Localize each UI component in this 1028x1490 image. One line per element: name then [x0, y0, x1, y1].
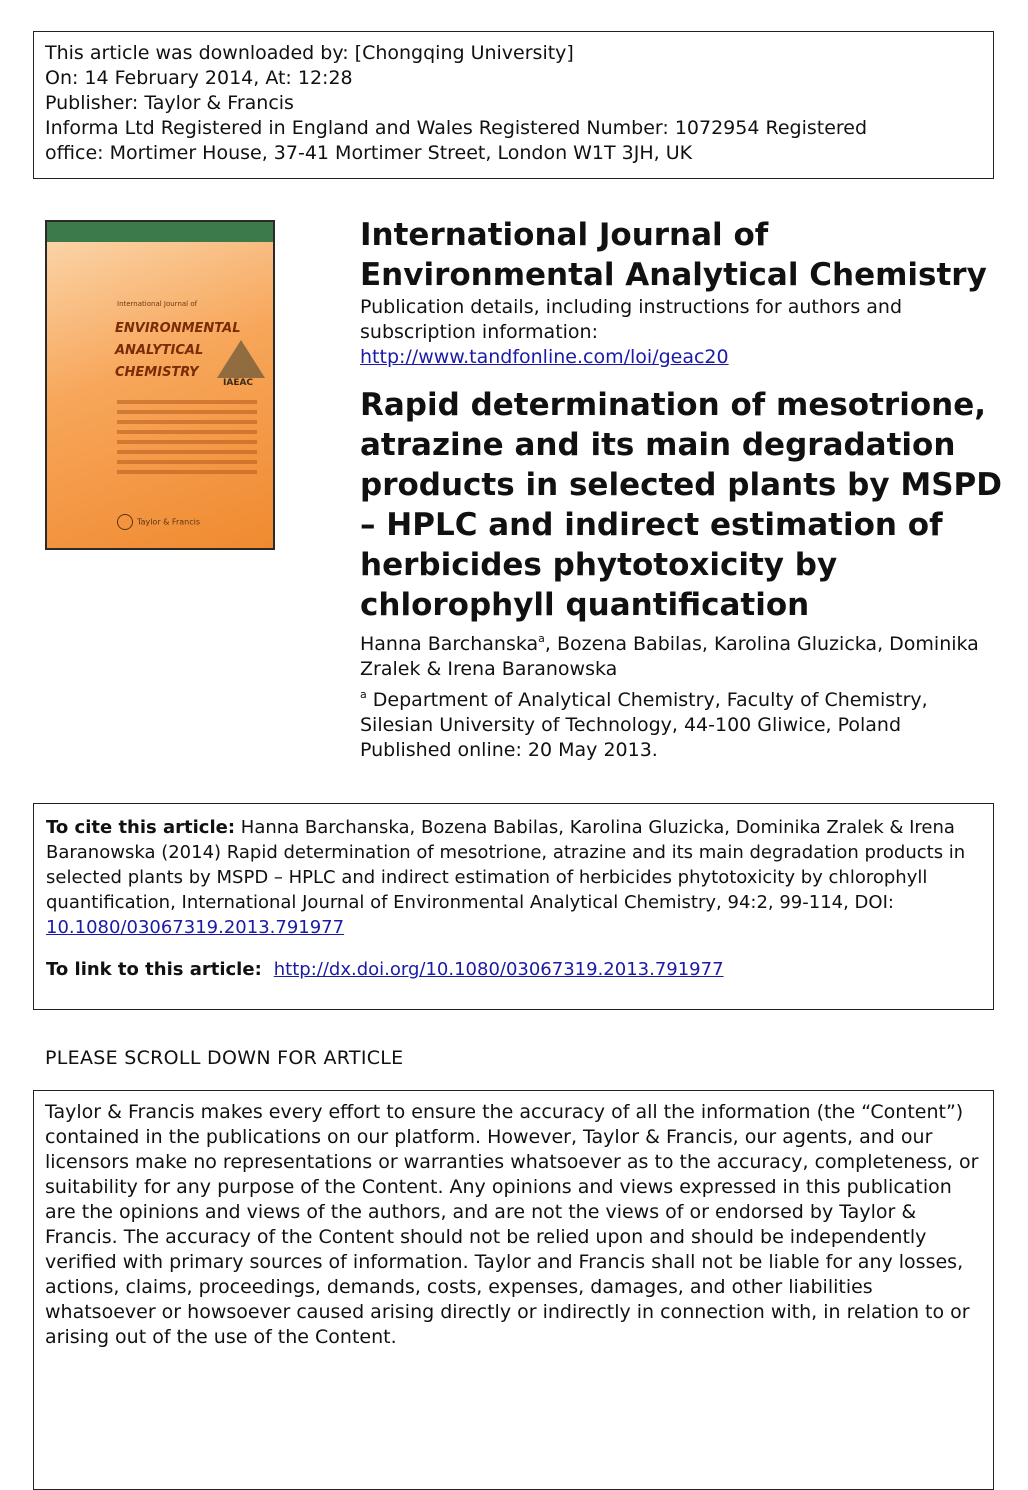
cover-title-line: ANALYTICAL: [115, 343, 204, 358]
disclaimer-box: [33, 1090, 994, 1490]
affiliation-mark: a: [360, 688, 367, 701]
office-address-line: office: Mortimer House, 37-41 Mortimer Street, London W1T 3JH, UK: [45, 142, 693, 164]
cover-triangle-emblem-icon: [217, 340, 265, 378]
link-label: To link to this article:: [46, 959, 262, 980]
citation-box: [33, 803, 994, 1010]
download-date-line: On: 14 February 2014, At: 12:28: [45, 67, 353, 89]
other-authors: , Bozena Babilas, Karolina Gluzicka, Dominika Zralek & Irena Baranowska: [360, 633, 979, 680]
citation-text: Hanna Barchanska, Bozena Babilas, Karolina Gluzicka, Dominika Zralek & Irena Baranowska (2014) Rapid determination of mesotrione, atrazine and its main degradation products in selected plants by MSPD – HPLC and indirect estimation of herbicides phytotoxicity by chlorophyll quantification, International Journal of Environmental Analytical Chemistry, 94:2, 99-114, DOI:: [46, 817, 966, 913]
journal-title: International Journal of Environmental Analytical Chemistry: [360, 217, 987, 293]
cite-label: To cite this article:: [46, 817, 236, 838]
journal-cover-image: [45, 220, 275, 550]
published-online-date: Published online: 20 May 2013.: [360, 739, 658, 761]
doi-link[interactable]: 10.1080/03067319.2013.791977: [46, 917, 345, 938]
registration-line: Informa Ltd Registered in England and Wales Registered Number: 1072954 Registered: [45, 117, 868, 139]
journal-url-link[interactable]: http://www.tandfonline.com/loi/geac20: [360, 346, 729, 368]
affiliation-text: Department of Analytical Chemistry, Faculty of Chemistry, Silesian University of Technology, 44-100 Gliwice, Poland: [360, 689, 928, 736]
publisher-line: Publisher: Taylor & Francis: [45, 92, 294, 114]
downloaded-by-line: This article was downloaded by: [Chongqing University]: [45, 42, 574, 64]
publication-details: Publication details, including instructions for authors and subscription information:: [360, 296, 903, 343]
cover-top-band: [47, 222, 273, 242]
article-title: Rapid determination of mesotrione, atrazine and its main degradation products in selected plants by MSPD – HPLC and indirect estimation of herbicides phytotoxicity by chlorophyll quantification: [360, 387, 1002, 623]
article-link-row: [46, 957, 981, 982]
download-info-box: [33, 31, 994, 179]
cover-text-block: [117, 400, 257, 480]
cover-title-line: ENVIRONMENTAL: [115, 321, 241, 336]
scroll-notice: PLEASE SCROLL DOWN FOR ARTICLE: [45, 1047, 404, 1069]
first-author: Hanna Barchanska: [360, 633, 539, 655]
authors: [360, 632, 1000, 682]
cover-title-line: CHEMISTRY: [115, 365, 199, 380]
cover-small-heading: International Journal of: [117, 300, 198, 308]
affiliation-mark: a: [538, 632, 545, 645]
citation-block: [46, 815, 981, 940]
cover-publisher-logo: [117, 514, 200, 530]
cover-publisher-name: Taylor & Francis: [137, 517, 200, 527]
affiliation: [360, 688, 1000, 738]
publisher-logo-icon: [117, 514, 133, 530]
cover-badge: IAEAC: [223, 378, 254, 388]
disclaimer-text: Taylor & Francis makes every effort to ensure the accuracy of all the information (the “Content”) contained in the publications on our platform. However, Taylor & Francis, our agents, and our licensors make no representations or warranties whatsoever as to the accuracy, completeness, or suitability for any purpose of the Content. Any opinions and views expressed in this publication are the opinions and views of the authors, and are not the views of or endorsed by Taylor & Francis. The accuracy of the Content should not be relied upon and should be independently verified with primary sources of information. Taylor and Francis shall not be liable for any losses, actions, claims, proceedings, demands, costs, expenses, damages, and other liabilities whatsoever or howsoever caused arising directly or indirectly in connection with, in relation to or arising out of the use of the Content.: [45, 1101, 979, 1348]
article-url-link[interactable]: http://dx.doi.org/10.1080/03067319.2013.791977: [273, 959, 724, 980]
